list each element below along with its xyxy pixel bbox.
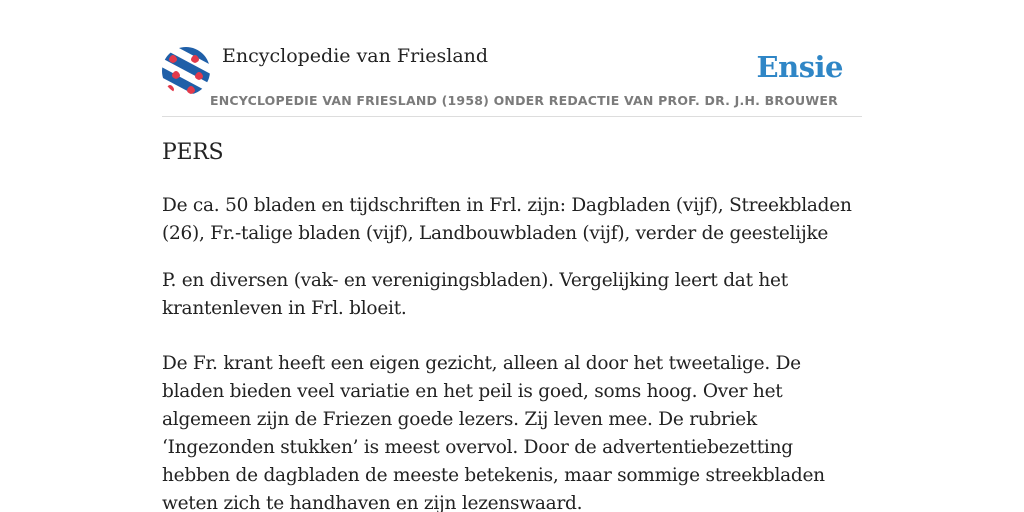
- ensie-logo-link[interactable]: Ensie: [756, 50, 843, 84]
- article-title: PERS: [162, 140, 224, 165]
- article-paragraph-2: P. en diversen (vak- en verenigingsbladen). Vergelijking leert dat het krantenleven in Frl. bloeit.: [162, 270, 788, 319]
- site-header: [162, 44, 862, 117]
- site-title-link[interactable]: Encyclopedie van Friesland: [222, 45, 489, 67]
- article-paragraph-1: De ca. 50 bladen en tijdschriften in Frl. zijn: Dagbladen (vijf), Streekbladen (26), Fr.-talige bladen (vijf), Landbouwbladen (vijf), verder de geestelijke: [162, 195, 852, 244]
- site-subtitle: ENCYCLOPEDIE VAN FRIESLAND (1958) ONDER REDACTIE VAN PROF. DR. J.H. BROUWER: [210, 93, 838, 108]
- frisian-flag-icon[interactable]: [162, 47, 210, 95]
- article-paragraph-3: De Fr. krant heeft een eigen gezicht, alleen al door het tweetalige. De bladen bieden veel variatie en het peil is goed, soms hoog. Over het algemeen zijn de Friezen goede lezers. Zij leven mee. De rubriek ‘Ingezonden stukken’ is meest overvol. Door de advertentiebezetting hebben de dagbladen de meeste betekenis, maar sommige streekbladen weten zich te handhaven en zijn lezenswaard.: [162, 353, 825, 512]
